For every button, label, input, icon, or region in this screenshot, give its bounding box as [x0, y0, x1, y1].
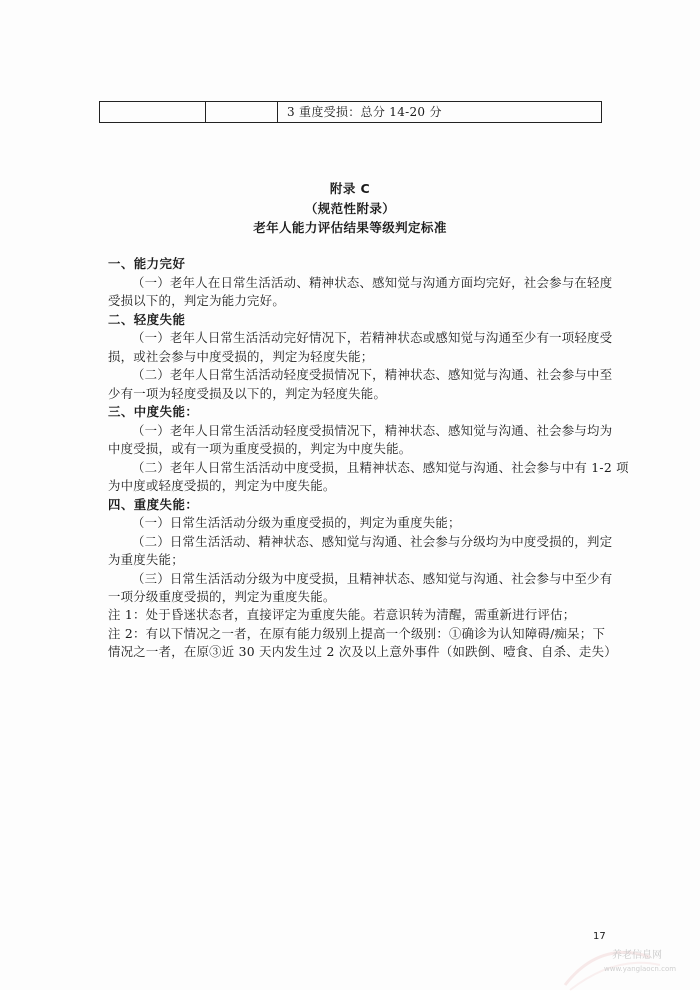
section-heading-2: 二、轻度失能: [108, 312, 186, 327]
table-cell-empty-1: [100, 102, 206, 122]
paragraph-line: 受损以下的，判定为能力完好。: [108, 293, 285, 308]
note-2-line-2: 情况之一者，在原③近 30 天内发生过 2 次及以上意外事件（如跌倒、噎食、自杀、走失）: [108, 644, 617, 659]
page-number: 17: [593, 931, 606, 942]
paragraph-line: （一）老年人在日常生活活动、精神状态、感知觉与沟通方面均完好，社会参与在轻度: [132, 275, 613, 290]
paragraph-line: （二）日常生活活动、精神状态、感知觉与沟通、社会参与分级均为中度受损的，判定: [132, 534, 613, 549]
table-fragment-row: [99, 101, 602, 123]
watermark-url: www.yanglaocn.com: [604, 965, 677, 973]
paragraph-line: （二）老年人日常生活活动轻度受损情况下，精神状态、感知觉与沟通、社会参与中至: [132, 367, 613, 382]
paragraph-line: （三）日常生活活动分级为中度受损，且精神状态、感知觉与沟通、社会参与中至少有: [132, 571, 613, 586]
appendix-title: 老年人能力评估结果等级判定标准: [253, 220, 447, 235]
note-1: 注 1：处于昏迷状态者，直接评定为重度失能。若意识转为清醒，需重新进行评估；: [108, 607, 576, 622]
section-heading-3: 三、中度失能：: [108, 404, 199, 419]
section-heading-1: 一、能力完好: [108, 256, 186, 271]
paragraph-line: （二）老年人日常生活活动中度受损，且精神状态、感知觉与沟通、社会参与中有 1-2 项: [132, 460, 629, 475]
section-heading-4: 四、重度失能：: [108, 497, 199, 512]
paragraph-line: 为重度失能；: [108, 552, 184, 567]
paragraph-line: （一）老年人日常生活活动轻度受损情况下，精神状态、感知觉与沟通、社会参与均为: [132, 423, 613, 438]
watermark-text: 养老信息网: [612, 950, 662, 961]
paragraph-line: 中度受损，或有一项为重度受损的，判定为中度失能。: [108, 441, 412, 456]
paragraph-line: 为中度或轻度受损的，判定为中度失能。: [108, 478, 336, 493]
paragraph-line: 损，或社会参与中度受损的，判定为轻度失能；: [108, 349, 374, 364]
paragraph-line: 少有一项为轻度受损及以下的，判定为轻度失能。: [108, 386, 387, 401]
paragraph-line: （一）日常生活活动分级为重度受损的，判定为重度失能；: [132, 515, 461, 530]
paragraph-line: 一项分级重度受损的，判定为重度失能。: [108, 589, 336, 604]
paragraph-line: （一）老年人日常生活活动完好情况下，若精神状态或感知觉与沟通至少有一项轻度受: [132, 330, 613, 345]
note-2-line-1: 注 2：有以下情况之一者，在原有能力级别上提高一个级别：①确诊为认知障碍/痴呆；下: [108, 626, 606, 641]
appendix-label: 附录 C: [329, 181, 371, 196]
table-cell-empty-2: [206, 102, 278, 122]
table-cell-severity: 3 重度受损：总分 14-20 分: [287, 105, 442, 119]
appendix-type: （规范性附录）: [304, 201, 396, 216]
